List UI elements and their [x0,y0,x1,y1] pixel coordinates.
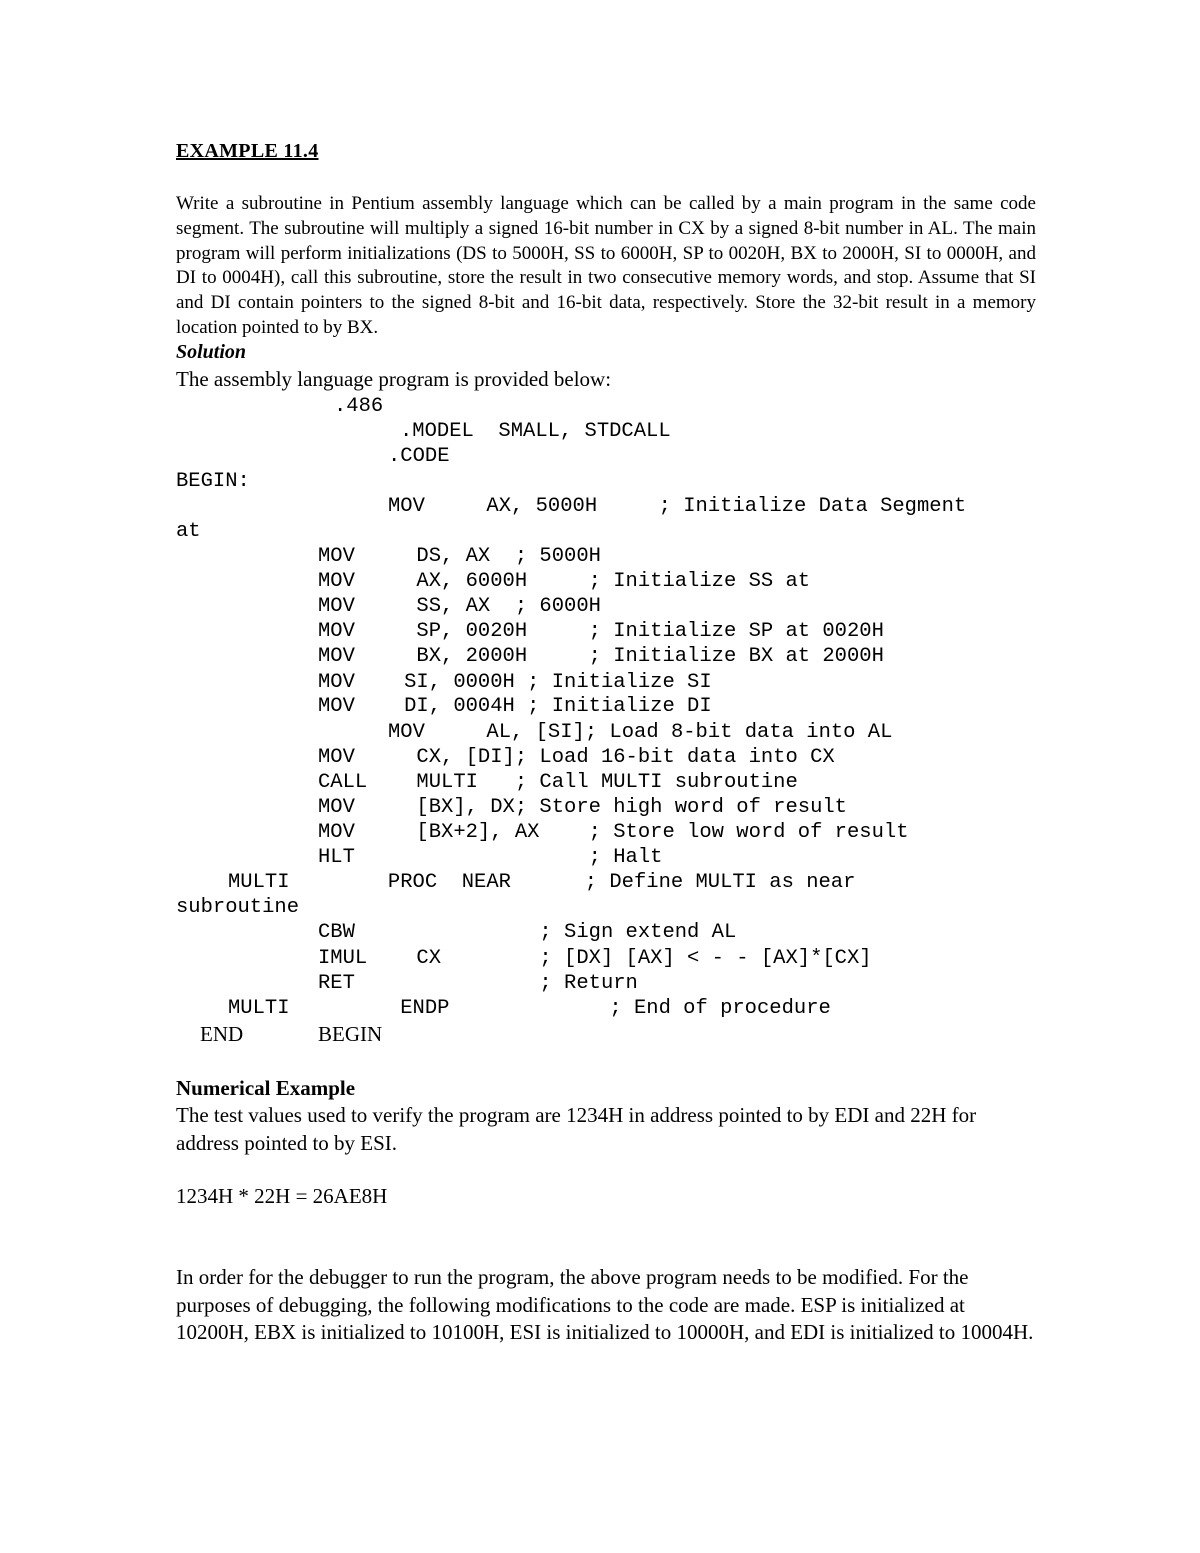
code-line: MOV DS, AX ; 5000H [318,545,601,568]
code-line: at [176,520,201,543]
code-label: BEGIN: [176,470,250,493]
example-heading: EXAMPLE 11.4 [176,140,319,162]
problem-statement: Write a subroutine in Pentium assembly language which can be called by a main program in the same code segment. The subroutine will multiply a signed 16-bit number in CX by a signed 8-bit number in AL. The main program will perform initializations (DS to 5000H, SS to 6000H, SP to 0020H, BX to 2000H, SI to 0000H, and DI to 0004H), call this subroutine, store the result in two consecutive memory words, and stop. Assume that SI and DI contain pointers to the signed 8-bit and 16-bit data, respectively. Store the 32-bit result in a memory location pointed to by BX. [176,193,1036,338]
solution-intro: The assembly language program is provided below: [176,367,612,391]
solution-heading: Solution [176,341,247,363]
numerical-example-text: The test values used to verify the program are 1234H in address pointed to by EDI and 22H for address pointed to by ESI. [176,1103,977,1155]
code-line: RET ; Return [318,972,638,995]
debugging-paragraph: In order for the debugger to run the program, the above program needs to be modified. For the purposes of debugging, the following modifications to the code are made. ESP is initialized at 10200H, EBX is initialized to 10100H, ESI is initialized to 10000H, and EDI is initialized to 10004H. [176,1265,1034,1344]
code-line: MULTI ENDP ; End of procedure [228,997,831,1020]
code-line: MOV SS, AX ; 6000H [318,595,601,618]
code-line: .MODEL SMALL, STDCALL [400,420,671,443]
code-line: subroutine [176,896,300,919]
code-line: CALL MULTI ; Call MULTI subroutine [318,771,798,794]
code-line: .486 [334,395,384,418]
code-line: .CODE [388,445,450,468]
code-line: MOV DI, 0004H ; Initialize DI [318,695,712,718]
code-line: MOV SP, 0020H ; Initialize SP at 0020H [318,620,884,643]
code-line: MOV AL, [SI]; Load 8-bit data into AL [388,721,893,744]
code-line: MULTI PROC NEAR ; Define MULTI as near [228,871,856,894]
code-line: MOV SI, 0000H ; Initialize SI [318,671,712,694]
code-line: MOV AX, 6000H ; Initialize SS at [318,570,811,593]
code-line: BEGIN [318,1022,383,1046]
code-line: MOV [BX+2], AX ; Store low word of result [318,821,909,844]
code-line: MOV CX, [DI]; Load 16-bit data into CX [318,746,835,769]
numerical-example-heading: Numerical Example [176,1076,356,1100]
code-line: CBW ; Sign extend AL [318,921,737,944]
code-line: MOV [BX], DX; Store high word of result [318,796,847,819]
code-line: HLT ; Halt [318,846,663,869]
code-line: MOV BX, 2000H ; Initialize BX at 2000H [318,645,884,668]
code-line: MOV AX, 5000H ; Initialize Data Segment [388,495,967,518]
multiplication-equation: 1234H * 22H = 26AE8H [176,1184,388,1208]
code-line: IMUL CX ; [DX] [AX] < - - [AX]*[CX] [318,947,872,970]
code-line: END [200,1022,244,1046]
